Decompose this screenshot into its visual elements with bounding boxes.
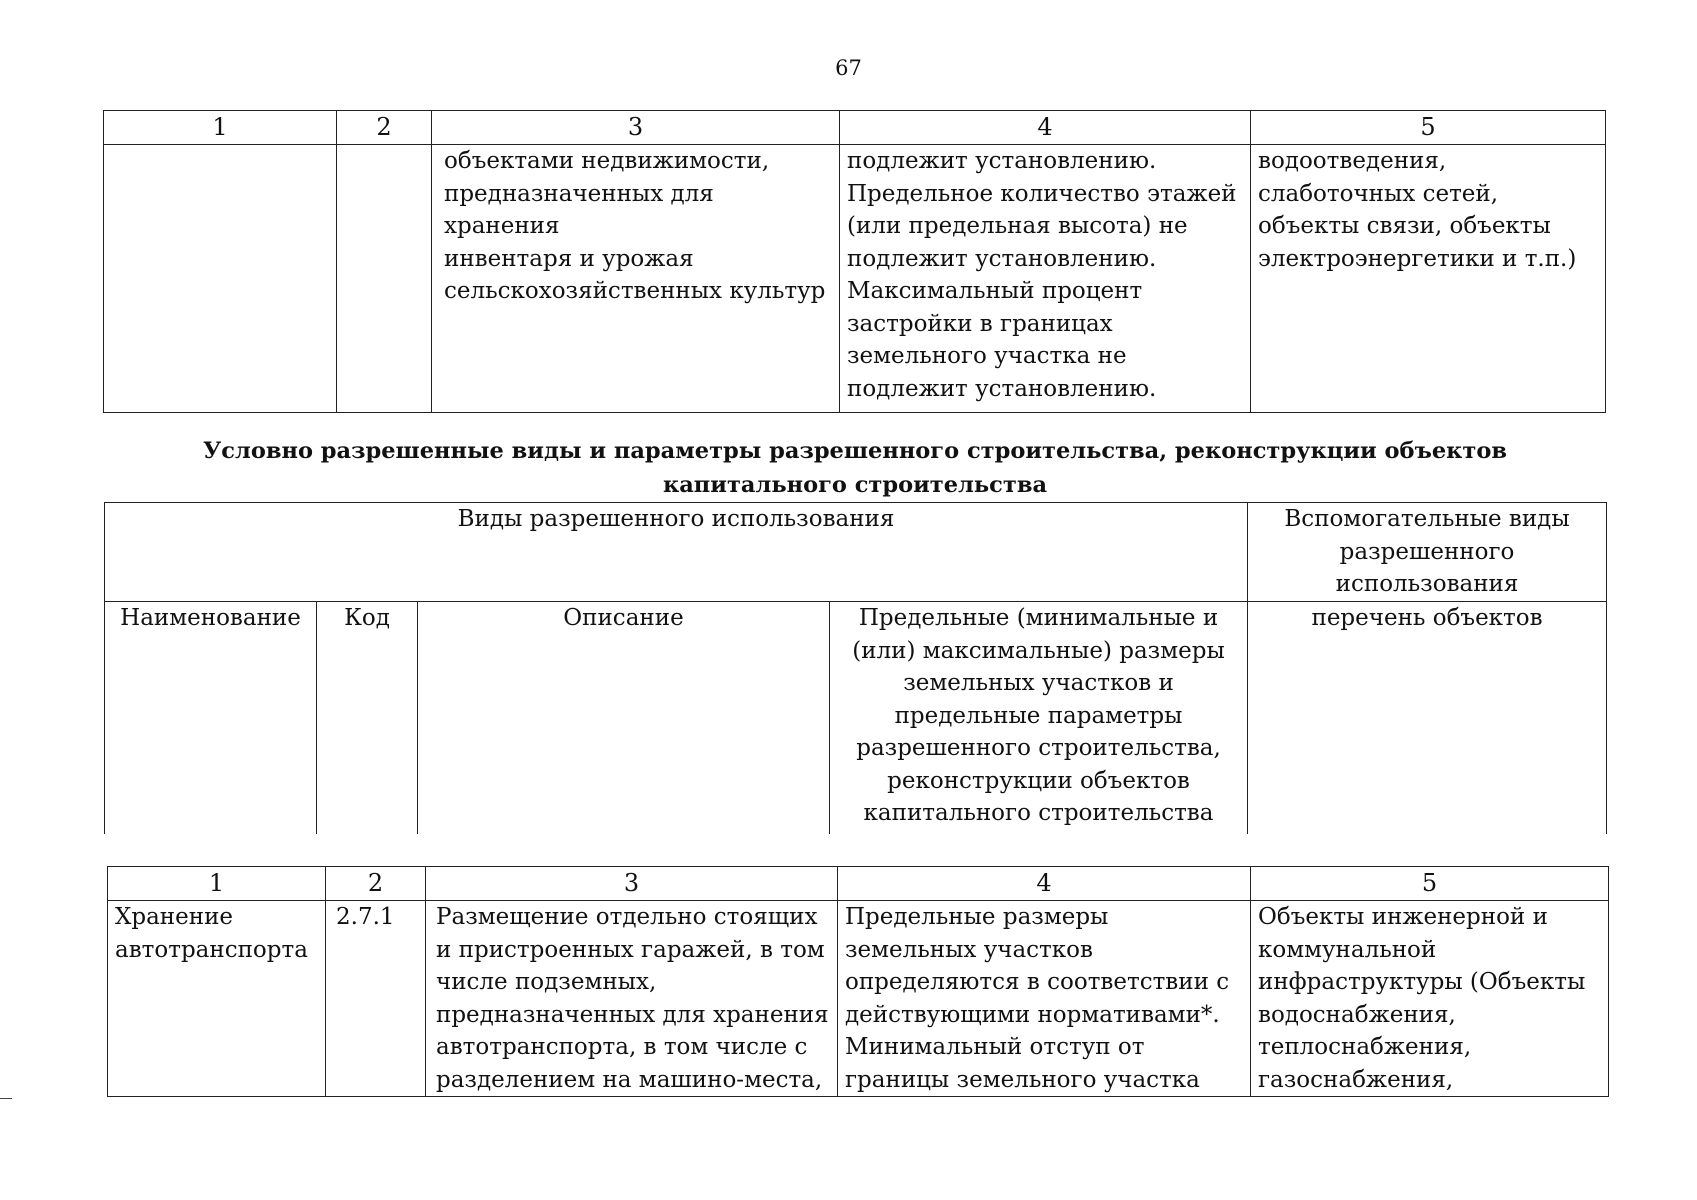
aux-header: Вспомогательные виды разрешенного использования bbox=[1248, 503, 1607, 602]
cell-auxiliary: Объекты инженерной и коммунальной инфраструктуры (Объекты водоснабжения, теплоснабжения, газоснабжения, bbox=[1251, 901, 1609, 1097]
margin-mark bbox=[0, 1098, 12, 1099]
column-number: 3 bbox=[426, 867, 838, 901]
column-number: 2 bbox=[326, 867, 426, 901]
header-objects-list: перечень объектов bbox=[1248, 602, 1607, 834]
column-number: 5 bbox=[1251, 867, 1609, 901]
column-number: 4 bbox=[838, 867, 1251, 901]
column-number-row bbox=[104, 111, 1606, 145]
column-header-row bbox=[105, 602, 1607, 834]
table-row bbox=[104, 145, 1606, 413]
continuation-table bbox=[103, 110, 1606, 413]
header-code: Код bbox=[317, 602, 418, 834]
column-number: 1 bbox=[104, 111, 337, 145]
cell-name bbox=[104, 145, 337, 413]
data-table bbox=[107, 866, 1609, 1097]
header-name: Наименование bbox=[105, 602, 317, 834]
cell-parameters: подлежит установлению. Предельное количество этажей (или предельная высота) не подлежит установлению. Максимальный процент застройки в границах земельного участка не подлежит установлению. bbox=[840, 145, 1251, 413]
cell-description: объектами недвижимости, предназначенных для хранения инвентаря и урожая сельскохозяйственных культур bbox=[432, 145, 840, 413]
group-header-row bbox=[105, 503, 1607, 602]
column-number-row bbox=[108, 867, 1609, 901]
group-header: Виды разрешенного использования bbox=[105, 503, 1248, 602]
cell-name: Хранение автотранспорта bbox=[108, 901, 326, 1097]
cell-parameters: Предельные размеры земельных участков определяются в соответствии с действующими нормативами*. Минимальный отступ от границы земельного участка bbox=[838, 901, 1251, 1097]
column-number: 2 bbox=[337, 111, 432, 145]
column-number: 5 bbox=[1251, 111, 1606, 145]
cell-auxiliary: водоотведения, слаботочных сетей, объекты связи, объекты электроэнергетики и т.п.) bbox=[1251, 145, 1606, 413]
header-description: Описание bbox=[418, 602, 830, 834]
header-parameters: Предельные (минимальные и (или) максимальные) размеры земельных участков и предельные параметры разрешенного строительства, реконструкции объектов капитального строительства bbox=[830, 602, 1248, 834]
cell-description: Размещение отдельно стоящих и пристроенных гаражей, в том числе подземных, предназначенных для хранения автотранспорта, в том числе с разделением на машино-места, bbox=[426, 901, 838, 1097]
column-number: 1 bbox=[108, 867, 326, 901]
header-table bbox=[104, 502, 1607, 834]
table-row bbox=[108, 901, 1609, 1097]
page-number: 67 bbox=[835, 56, 862, 80]
cell-code bbox=[337, 145, 432, 413]
column-number: 3 bbox=[432, 111, 840, 145]
column-number: 4 bbox=[840, 111, 1251, 145]
section-title: Условно разрешенные виды и параметры разрешенного строительства, реконструкции объектов капитального строительства bbox=[203, 438, 1507, 498]
cell-code: 2.7.1 bbox=[326, 901, 426, 1097]
